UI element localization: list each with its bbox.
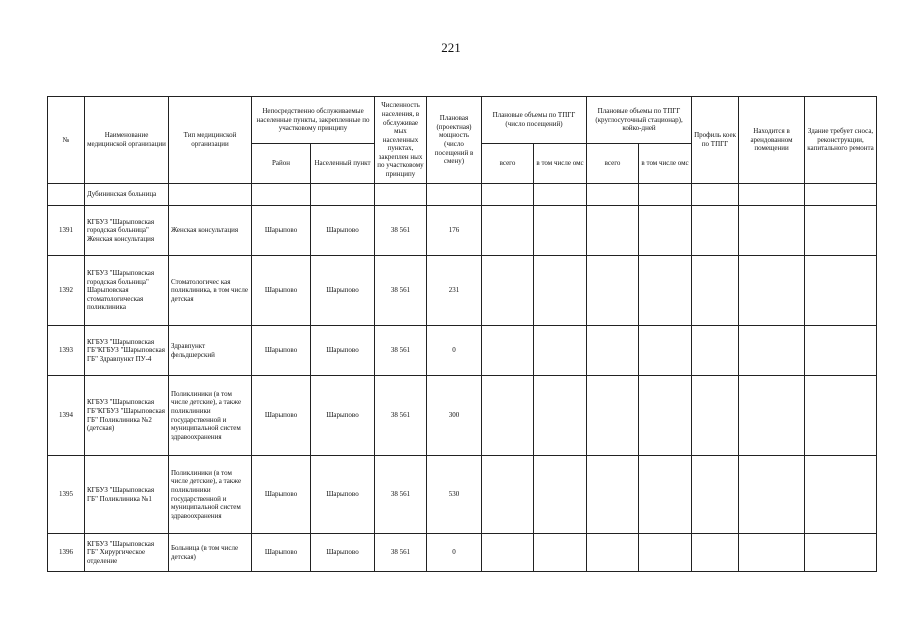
row-settlement: Шарыпово	[311, 326, 375, 376]
row-capacity: 0	[427, 534, 482, 572]
row-org-type: Поликлиники (в том числе детские), а также поликлиники государственной и муниципальной систем здравоохранения	[169, 456, 252, 534]
row-district: Шарыпово	[252, 326, 311, 376]
row-population: 38 561	[375, 376, 427, 456]
row-district: Шарыпово	[252, 456, 311, 534]
row-org-name: КГБУЗ "Шарыповская ГБ"КГБУЗ "Шарыповская ГБ" Поликлиника №2 (детская)	[85, 376, 169, 456]
header-rented: Находится в арендованном помещении	[739, 97, 805, 184]
header-ppg-total: всего	[482, 144, 534, 184]
row-org-type: Больница (в том числе детская)	[169, 534, 252, 572]
row-settlement: Шарыпово	[311, 456, 375, 534]
header-num: №	[48, 97, 85, 184]
row-org-name: КГБУЗ "Шарыповская ГБ" Хирургическое отделение	[85, 534, 169, 572]
header-org-type: Тип медицинской организации	[169, 97, 252, 184]
row-capacity: 0	[427, 326, 482, 376]
header-org-name: Наименование медицинской организации	[85, 97, 169, 184]
header-bed-oms: в том числе омс	[639, 144, 692, 184]
row-num: 1394	[48, 376, 85, 456]
row-district: Шарыпово	[252, 206, 311, 256]
row-population	[375, 184, 427, 206]
header-bed-total: всего	[587, 144, 639, 184]
row-district	[252, 184, 311, 206]
row-settlement	[311, 184, 375, 206]
row-capacity: 176	[427, 206, 482, 256]
row-num: 1396	[48, 534, 85, 572]
header-ppg-group: Плановые объемы по ТПГГ (число посещений)	[482, 97, 587, 144]
row-settlement: Шарыпово	[311, 206, 375, 256]
row-num: 1395	[48, 456, 85, 534]
header-settlements-group: Непосредственно обслуживаемые населенные пункты, закрепленные по участковому принципу	[252, 97, 375, 144]
table-row	[48, 534, 877, 572]
header-population: Численность населения, в обслуживае мых населенных пунктах, закреплен ных по участковому принципу	[375, 97, 427, 184]
table-row	[48, 256, 877, 326]
row-org-type	[169, 184, 252, 206]
row-num: 1393	[48, 326, 85, 376]
row-population: 38 561	[375, 456, 427, 534]
row-org-type: Женская консультация	[169, 206, 252, 256]
row-num: 1391	[48, 206, 85, 256]
table-row	[48, 326, 877, 376]
row-org-name: КГБУЗ "Шарыповская ГБ"КГБУЗ "Шарыповская ГБ" Здравпункт ПУ-4	[85, 326, 169, 376]
row-capacity: 231	[427, 256, 482, 326]
row-population: 38 561	[375, 206, 427, 256]
row-capacity: 530	[427, 456, 482, 534]
row-capacity	[427, 184, 482, 206]
row-district: Шарыпово	[252, 376, 311, 456]
header-district: Район	[252, 144, 311, 184]
row-org-name: Дубининская больница	[85, 184, 169, 206]
row-settlement: Шарыпово	[311, 534, 375, 572]
header-capacity: Плановая (проектная) мощность (число посещений в смену)	[427, 97, 482, 184]
header-settlement: Населенный пункт	[311, 144, 375, 184]
row-district: Шарыпово	[252, 534, 311, 572]
row-num: 1392	[48, 256, 85, 326]
row-population: 38 561	[375, 326, 427, 376]
table-row	[48, 376, 877, 456]
row-org-type: Стоматологичес кая поликлиника, в том числе детская	[169, 256, 252, 326]
medical-organizations-table	[47, 96, 877, 572]
row-org-name: КГБУЗ "Шарыповская городская больница" Шарыповская стоматологическая поликлиника	[85, 256, 169, 326]
row-num	[48, 184, 85, 206]
header-repair: Здание требует сноса, реконструкции, капитального ремонта	[805, 97, 877, 184]
table-row	[48, 184, 877, 206]
page-number: 221	[441, 40, 461, 55]
row-settlement: Шарыпово	[311, 376, 375, 456]
table-row	[48, 456, 877, 534]
row-population: 38 561	[375, 534, 427, 572]
row-district: Шарыпово	[252, 256, 311, 326]
row-capacity: 300	[427, 376, 482, 456]
header-ppg-oms: в том числе омс	[534, 144, 587, 184]
row-population: 38 561	[375, 256, 427, 326]
row-org-type: Здравпункт фельдшерский	[169, 326, 252, 376]
header-bed-profile: Профиль коек по ТПГГ	[692, 97, 739, 184]
row-org-name: КГБУЗ "Шарыповская городская больница" Женская консультация	[85, 206, 169, 256]
row-org-name: КГБУЗ "Шарыповская ГБ" Поликлиника №1	[85, 456, 169, 534]
header-bed-group: Плановые объемы по ТПГГ (круглосуточный стационар), койко-дней	[587, 97, 692, 144]
row-org-type: Поликлиники (в том числе детские), а также поликлиники государственной и муниципальной систем здравоохранения	[169, 376, 252, 456]
table-row	[48, 206, 877, 256]
row-settlement: Шарыпово	[311, 256, 375, 326]
